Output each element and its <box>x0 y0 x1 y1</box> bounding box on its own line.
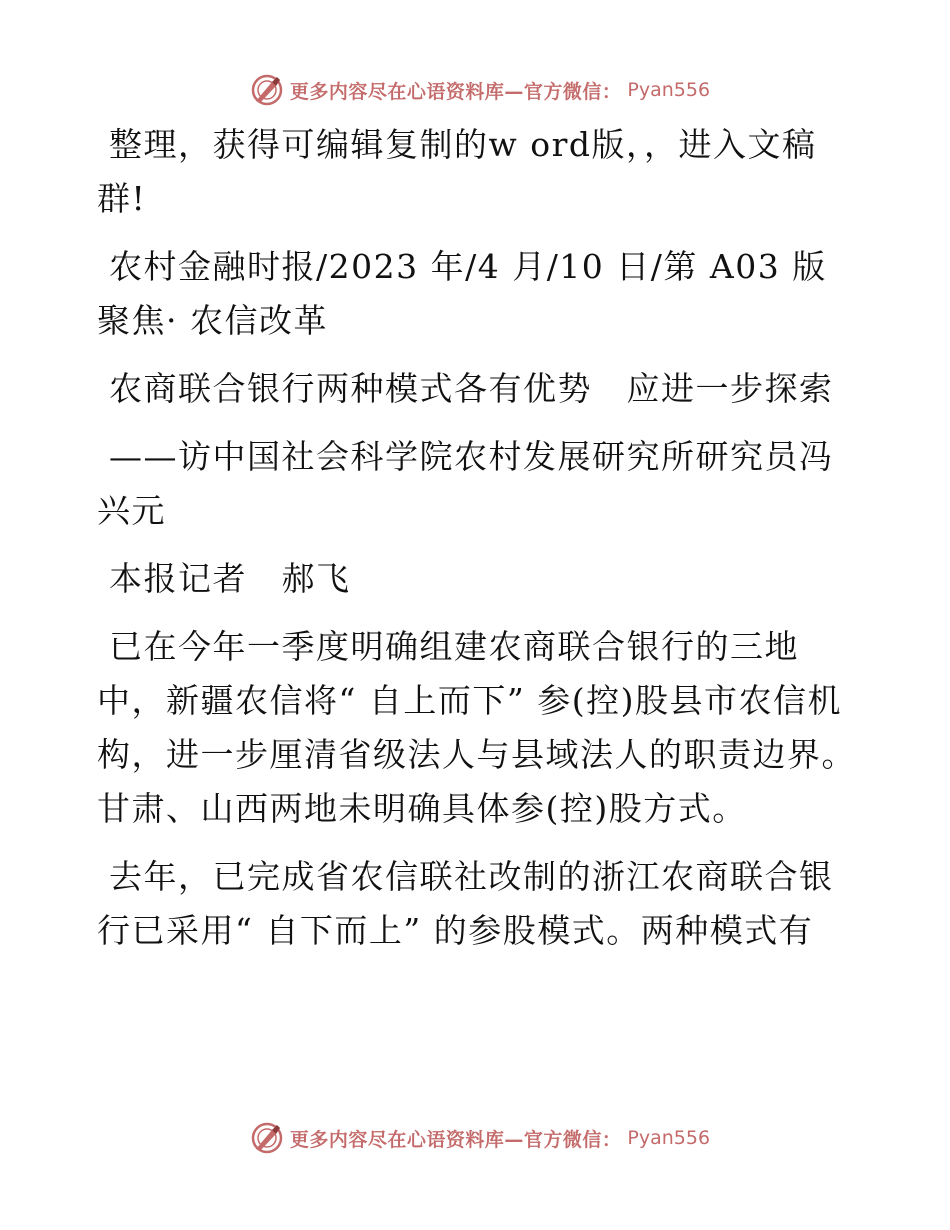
paragraph-intro-note: 整理，获得可编辑复制的w ord版，，进入文稿群! <box>97 125 817 218</box>
pen-nib-logo-icon <box>250 1121 284 1155</box>
document-body <box>97 118 857 972</box>
paragraph-source-line: 农村金融时报/2023 年/4 月/10 日/第 A03 版聚焦· 农信改革 <box>97 247 827 340</box>
pen-nib-logo-icon <box>250 73 284 107</box>
article-byline: 本报记者 郝飞 <box>109 559 351 598</box>
watermark-text: 更多内容尽在心语资料库—官方微信： <box>289 1128 622 1151</box>
footer-watermark-banner <box>0 1118 950 1158</box>
header-watermark-banner <box>0 70 950 110</box>
paragraph-body-2: 去年，已完成省农信联社改制的浙江农商联合银行已采用“ 自下而上” 的参股模式。两种模式有 <box>97 857 834 950</box>
paragraph-body-1: 已在今年一季度明确组建农商联合银行的三地中，新疆农信将“ 自上而下” 参(控)股县市农信机构，进一步厘清省级法人与县域法人的职责边界。甘肃、山西两地未明确具体参(控)股方式。 <box>97 627 856 828</box>
watermark-wechat-id: Pyan556 <box>627 1127 711 1149</box>
header-watermark <box>250 73 710 107</box>
footer-watermark <box>250 1121 710 1155</box>
article-subtitle: ——访中国社会科学院农村发展研究所研究员冯兴元 <box>97 437 834 530</box>
watermark-text: 更多内容尽在心语资料库—官方微信： <box>289 80 622 103</box>
article-title: 农商联合银行两种模式各有优势 应进一步探索 <box>109 369 834 408</box>
watermark-wechat-id: Pyan556 <box>627 79 711 101</box>
